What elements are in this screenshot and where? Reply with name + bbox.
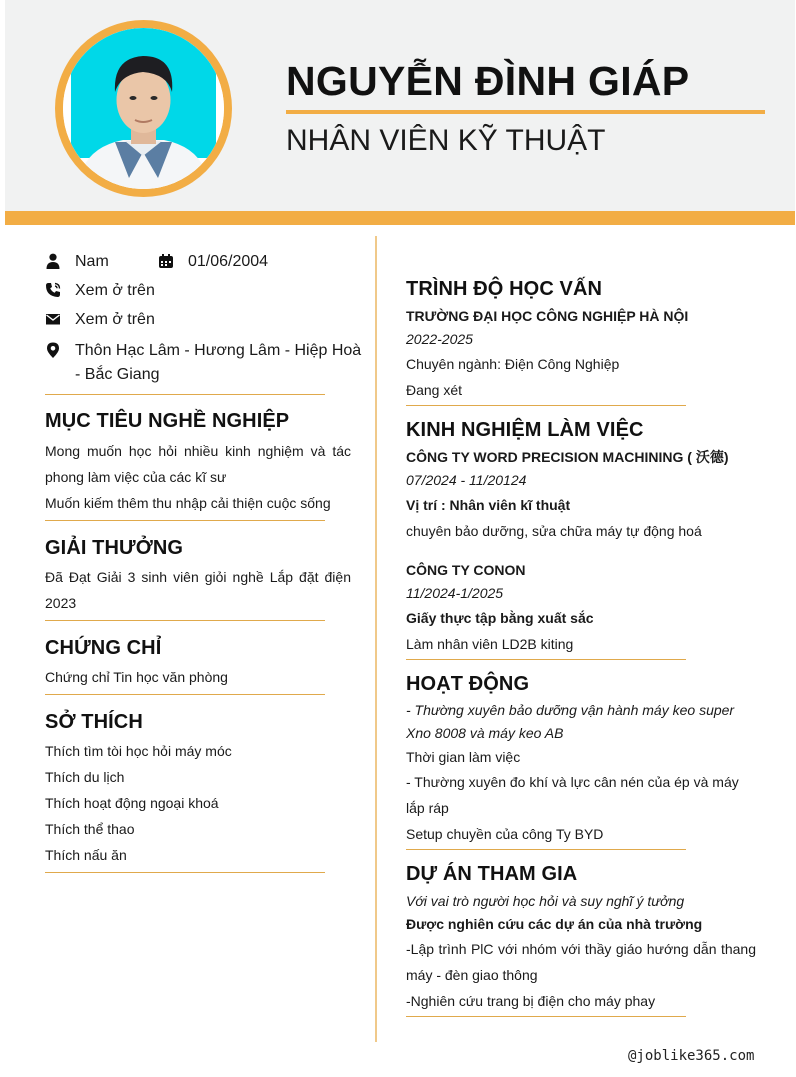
job-title: NHÂN VIÊN KỸ THUẬT <box>286 124 606 157</box>
awards-divider <box>45 620 325 621</box>
phone-icon <box>45 282 61 298</box>
job-position: Vị trí : Nhân viên kĩ thuật <box>406 497 571 513</box>
candidate-name: NGUYỄN ĐÌNH GIÁP <box>286 58 690 104</box>
objective-divider <box>45 520 325 521</box>
footer-watermark: @joblike365.com <box>628 1048 755 1064</box>
education-status: Đang xét <box>406 382 463 398</box>
experience-divider <box>406 659 686 660</box>
projects-line-1: -Lập trình PlC với nhóm với thầy giáo hướng dẫn thang máy - đèn giao thông <box>406 941 756 983</box>
activities-title: HOẠT ĐỘNG <box>406 673 530 695</box>
hobby-item: Thích tìm tòi học hỏi máy móc <box>45 743 232 759</box>
calendar-icon <box>158 253 174 269</box>
education-title: TRÌNH ĐỘ HỌC VẤN <box>406 278 603 300</box>
awards-title: GIẢI THƯỞNG <box>45 537 184 559</box>
activities-intro: - Thường xuyên bảo dưỡng vận hành máy keo super Xno 8008 và máy keo AB <box>406 702 735 741</box>
gender-value: Nam <box>75 253 109 270</box>
user-icon <box>45 253 61 269</box>
location-pin-icon <box>45 342 61 358</box>
hobby-item: Thích thể thao <box>45 821 135 837</box>
column-divider <box>375 236 377 1042</box>
job-description: chuyên bảo dưỡng, sửa chữa máy tự động hoá <box>406 523 702 539</box>
activities-line-1: Thời gian làm việc <box>406 749 521 765</box>
activities-line-2: - Thường xuyên đo khí và lực cân nén của ép và máy lắp ráp <box>406 774 739 816</box>
job-position: Giấy thực tập bằng xuất sắc <box>406 610 594 626</box>
email-value: Xem ở trên <box>75 311 155 328</box>
job-company: CÔNG TY CONON <box>406 562 526 578</box>
awards-text: Đã Đạt Giải 3 sinh viên giỏi nghề Lắp đặt điện 2023 <box>45 569 351 611</box>
accent-bar <box>5 211 795 225</box>
job-company: CÔNG TY WORD PRECISION MACHINING ( 沃德) <box>406 449 729 465</box>
hobby-item: Thích nấu ăn <box>45 847 127 863</box>
envelope-icon <box>45 311 61 327</box>
job-period: 11/2024-1/2025 <box>406 585 504 601</box>
address-value: Thôn Hạc Lâm - Hương Lâm - Hiệp Hoà - Bắc Giang <box>75 342 362 383</box>
contact-divider <box>45 394 325 395</box>
experience-title: KINH NGHIỆM LÀM VIỆC <box>406 419 644 441</box>
hobbies-divider <box>45 872 325 873</box>
birthday-value: 01/06/2004 <box>188 253 269 270</box>
education-divider <box>406 405 686 406</box>
projects-divider <box>406 1016 686 1017</box>
certificates-text: Chứng chỉ Tin học văn phòng <box>45 669 228 685</box>
name-underline <box>286 110 765 114</box>
objective-line-2: Muốn kiếm thêm thu nhập cải thiện cuộc sống <box>45 495 331 511</box>
objective-line-1: Mong muốn học hỏi nhiều kinh nghiệm và tác phong làm việc của các kĩ sư <box>45 443 351 485</box>
projects-role: Với vai trò người học hỏi và suy nghĩ ý tưởng <box>406 893 685 909</box>
certificates-title: CHỨNG CHỈ <box>45 637 162 659</box>
projects-heading: Được nghiên cứu các dự án của nhà trường <box>406 916 703 932</box>
activities-divider <box>406 849 686 850</box>
education-major: Chuyên ngành: Điện Công Nghiệp <box>406 356 620 372</box>
projects-line-2: -Nghiên cứu trang bị điện cho máy phay <box>406 993 656 1009</box>
avatar <box>63 28 224 189</box>
objective-title: MỤC TIÊU NGHỀ NGHIỆP <box>45 410 290 432</box>
education-school: TRƯỜNG ĐẠI HỌC CÔNG NGHIỆP HÀ NỘI <box>406 308 689 324</box>
hobby-item: Thích hoạt động ngoại khoá <box>45 795 219 811</box>
hobbies-title: SỞ THÍCH <box>45 711 143 733</box>
job-description: Làm nhân viên LD2B kiting <box>406 636 574 652</box>
phone-value: Xem ở trên <box>75 282 155 299</box>
activities-line-3: Setup chuyền của công Ty BYD <box>406 826 604 842</box>
job-period: 07/2024 - 11/20124 <box>406 472 527 488</box>
projects-title: DỰ ÁN THAM GIA <box>406 863 578 885</box>
hobby-item: Thích du lịch <box>45 769 125 785</box>
education-period: 2022-2025 <box>406 331 473 347</box>
certificates-divider <box>45 694 325 695</box>
